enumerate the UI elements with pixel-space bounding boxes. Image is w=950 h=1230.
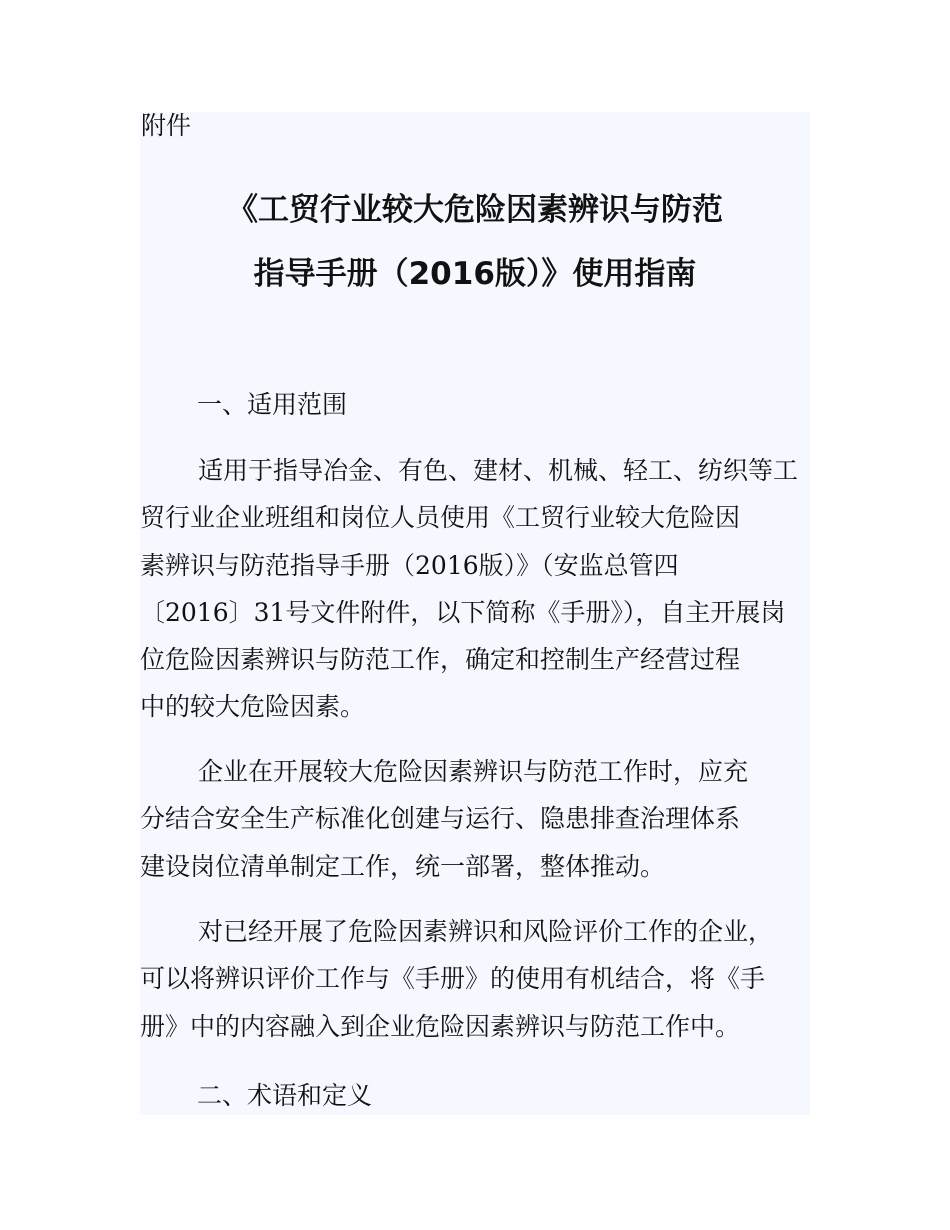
paragraph-line: 分结合安全生产标准化创建与运行、隐患排查治理体系 — [140, 804, 741, 834]
paragraph-scope-2 — [140, 748, 810, 890]
document-title-line-2: 指导手册（2016版）》使用指南 — [253, 256, 697, 292]
section-heading-terms: 二、术语和定义 — [197, 1081, 373, 1110]
paragraph-line: 册》中的内容融入到企业危险因素辨识与防范工作中。 — [140, 1011, 741, 1041]
paragraph-line: 可以将辨识评价工作与《手册》的使用有机结合，将《手 — [140, 964, 766, 994]
paragraph-line: 对已经开展了危险因素辨识和风险评价工作的企业， — [198, 917, 774, 946]
paragraph-line: 素辨识与防范指导手册（2016版）》（安监总管四 — [140, 550, 679, 580]
paragraph-line: 建设岗位清单制定工作，统一部署，整体推动。 — [140, 851, 666, 881]
paragraph-line: 位危险因素辨识与防范工作，确定和控制生产经营过程 — [140, 645, 741, 675]
paragraph-scope-3 — [140, 908, 810, 1050]
paragraph-line: 适用于指导冶金、有色、建材、机械、轻工、纺织等工 — [198, 456, 799, 485]
paragraph-scope-1 — [140, 447, 810, 731]
section-heading-scope: 一、适用范围 — [197, 390, 348, 419]
paragraph-line: 〔2016〕31号文件附件，以下简称《手册》），自主开展岗 — [140, 597, 786, 627]
paragraph-line: 贸行业企业班组和岗位人员使用《工贸行业较大危险因 — [140, 503, 741, 533]
paragraph-line: 中的较大危险因素。 — [140, 692, 366, 722]
document-title-line-1: 《工贸行业较大危险因素辨识与防范 — [227, 192, 723, 228]
attachment-label: 附件 — [141, 111, 192, 140]
paragraph-line: 企业在开展较大危险因素辨识与防范工作时，应充 — [198, 757, 749, 786]
